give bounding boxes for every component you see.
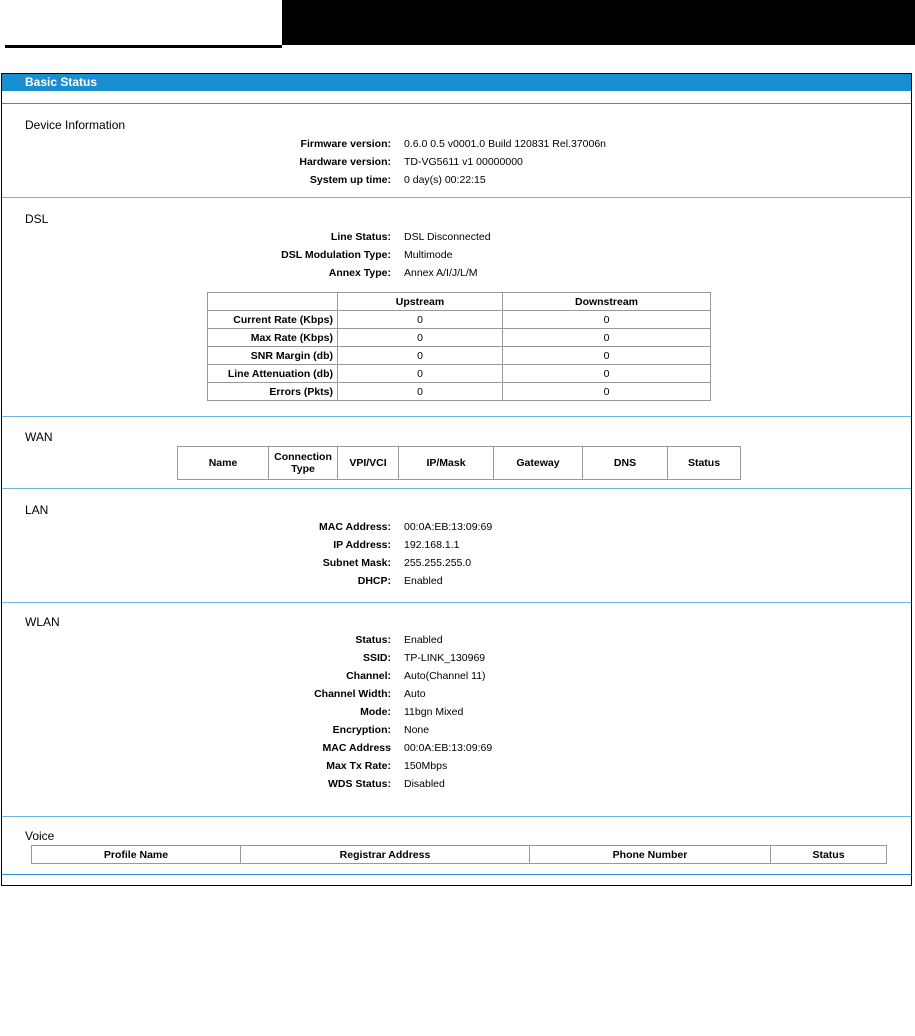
wan-table [177, 446, 741, 480]
lan-dhcp-label: DHCP: [357, 575, 391, 587]
modulation-label: DSL Modulation Type: [281, 249, 391, 261]
lan-ip-label: IP Address: [333, 539, 391, 551]
wlan-max-tx-label: Max Tx Rate: [326, 760, 391, 772]
divider [2, 816, 911, 817]
table-header-status: Status [771, 846, 887, 864]
wlan-mac-label: MAC Address [322, 742, 391, 754]
table-header-row [32, 846, 887, 864]
table-header-downstream: Downstream [503, 293, 711, 311]
table-header-vpi-vci: VPI/VCI [338, 447, 399, 480]
row-label: Line Attenuation (db) [208, 365, 338, 383]
section-title-wan: WAN [25, 430, 53, 444]
table-header-gateway: Gateway [494, 447, 583, 480]
wlan-ssid-value: TP-LINK_130969 [404, 652, 486, 664]
dsl-rate-table [207, 292, 711, 401]
lan-mac-value: 00:0A:EB:13:09:69 [404, 521, 493, 533]
wlan-encryption-label: Encryption: [332, 724, 391, 736]
firmware-label: Firmware version: [300, 138, 391, 150]
wlan-channel-label: Channel: [346, 670, 391, 682]
lan-dhcp-value: Enabled [404, 575, 443, 587]
modulation-value: Multimode [404, 249, 453, 261]
wlan-status-value: Enabled [404, 634, 443, 646]
hardware-value: TD-VG5611 v1 00000000 [404, 156, 523, 168]
wlan-status-label: Status: [355, 634, 391, 646]
header-black-bar [282, 0, 915, 45]
section-title-wlan: WLAN [25, 615, 60, 629]
table-header [208, 293, 338, 311]
row-label: Max Rate (Kbps) [208, 329, 338, 347]
lan-subnet-label: Subnet Mask: [322, 557, 391, 569]
cell-downstream: 0 [503, 329, 711, 347]
table-header-name: Name [178, 447, 269, 480]
row-label: SNR Margin (db) [208, 347, 338, 365]
table-row [208, 383, 711, 401]
line-status-label: Line Status: [330, 231, 391, 243]
wlan-channel-width-value: Auto [404, 688, 426, 700]
page-title: Basic Status [2, 74, 911, 91]
cell-upstream: 0 [338, 329, 503, 347]
divider [2, 416, 911, 417]
section-title-device-info: Device Information [25, 118, 126, 132]
table-header-dns: DNS [583, 447, 668, 480]
section-title-lan: LAN [25, 503, 49, 517]
line-status-value: DSL Disconnected [404, 231, 491, 243]
table-row [208, 347, 711, 365]
table-header-profile-name: Profile Name [32, 846, 241, 864]
cell-upstream: 0 [338, 383, 503, 401]
table-row [208, 329, 711, 347]
cell-upstream: 0 [338, 347, 503, 365]
table-header-phone-number: Phone Number [530, 846, 771, 864]
table-row [208, 311, 711, 329]
lan-mac-label: MAC Address: [319, 521, 391, 533]
table-header-connection-type: Connection Type [269, 447, 338, 480]
section-title-dsl: DSL [25, 212, 49, 226]
wlan-mode-label: Mode: [360, 706, 391, 718]
lan-ip-value: 192.168.1.1 [404, 539, 460, 551]
annex-label: Annex Type: [328, 267, 391, 279]
divider [2, 874, 911, 875]
lan-subnet-value: 255.255.255.0 [404, 557, 472, 569]
annex-value: Annex A/I/J/L/M [404, 267, 478, 279]
hardware-label: Hardware version: [299, 156, 391, 168]
divider [2, 602, 911, 603]
cell-downstream: 0 [503, 347, 711, 365]
cell-upstream: 0 [338, 311, 503, 329]
wlan-mac-value: 00:0A:EB:13:09:69 [404, 742, 493, 754]
wlan-channel-value: Auto(Channel 11) [404, 670, 486, 682]
table-header-row [208, 293, 711, 311]
table-header-ip-mask: IP/Mask [399, 447, 494, 480]
header-rule [5, 45, 282, 48]
table-header-row [178, 447, 741, 480]
wlan-ssid-label: SSID: [362, 652, 391, 664]
firmware-value: 0.6.0 0.5 v0001.0 Build 120831 Rel.37006n [404, 138, 606, 150]
wlan-max-tx-value: 150Mbps [404, 760, 448, 772]
cell-downstream: 0 [503, 311, 711, 329]
cell-downstream: 0 [503, 383, 711, 401]
row-label: Errors (Pkts) [208, 383, 338, 401]
wlan-mode-value: 11bgn Mixed [404, 706, 464, 718]
section-title-voice: Voice [25, 829, 55, 843]
divider [2, 488, 911, 489]
table-header-upstream: Upstream [338, 293, 503, 311]
uptime-value: 0 day(s) 00:22:15 [404, 174, 486, 186]
basic-status-panel [1, 73, 912, 886]
table-row [208, 365, 711, 383]
cell-downstream: 0 [503, 365, 711, 383]
voice-table [31, 845, 887, 864]
table-header-registrar-address: Registrar Address [241, 846, 530, 864]
uptime-label: System up time: [309, 174, 391, 186]
wlan-channel-width-label: Channel Width: [314, 688, 391, 700]
row-label: Current Rate (Kbps) [208, 311, 338, 329]
wlan-encryption-value: None [404, 724, 430, 736]
divider [2, 103, 911, 104]
wlan-wds-value: Disabled [404, 778, 445, 790]
wlan-wds-label: WDS Status: [328, 778, 391, 790]
divider [2, 197, 911, 198]
cell-upstream: 0 [338, 365, 503, 383]
table-header-status: Status [668, 447, 741, 480]
